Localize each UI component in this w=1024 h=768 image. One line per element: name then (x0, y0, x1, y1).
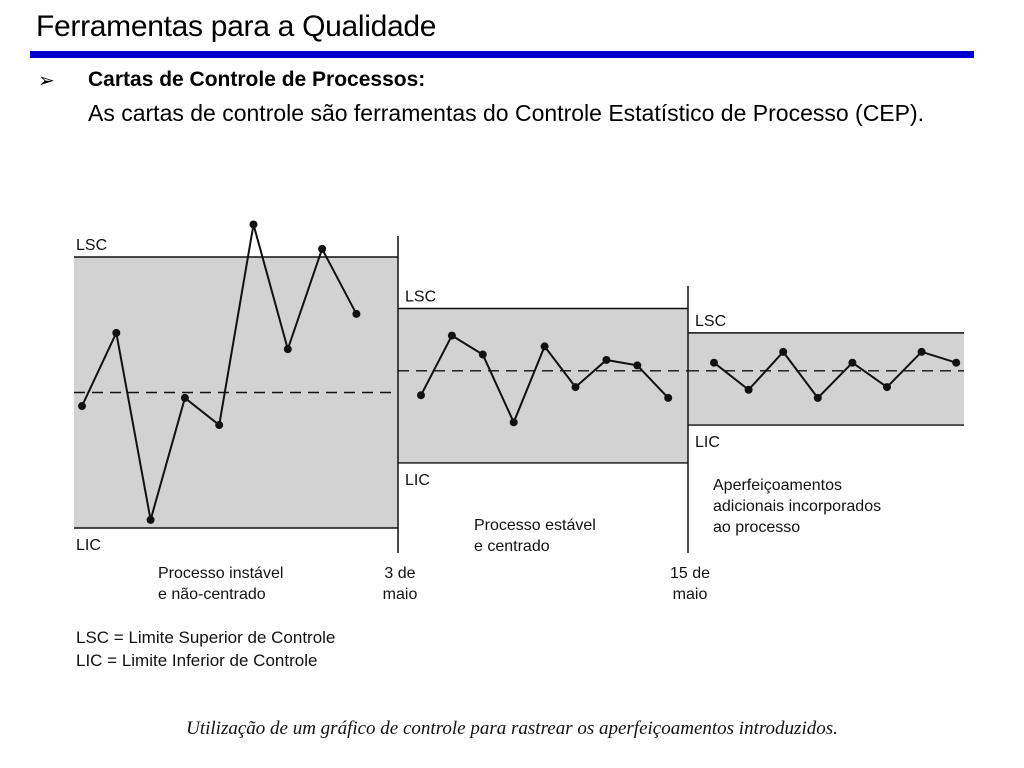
data-point-3-8 (952, 359, 960, 367)
data-point-1-8 (318, 245, 326, 253)
data-point-2-1 (417, 391, 425, 399)
data-point-2-8 (633, 361, 641, 369)
data-point-3-2 (745, 386, 753, 394)
lcl-label-1: LIC (76, 537, 101, 554)
phase-description-2-line-1: Processo estável (474, 517, 596, 534)
phase-description-3-line-2: adicionais incorporados (713, 498, 882, 515)
divider-label-1-line-1: 3 de (384, 565, 416, 582)
lcl-label-3: LIC (695, 434, 720, 452)
data-point-2-4 (510, 418, 518, 426)
data-point-1-5 (215, 421, 223, 429)
slide-title: Ferramentas para a Qualidade (36, 10, 437, 43)
data-point-1-2 (112, 329, 120, 337)
legend-lic: LIC = Limite Inferior de Controle (76, 651, 318, 670)
data-point-1-9 (352, 310, 360, 318)
data-point-1-3 (147, 516, 155, 524)
data-point-1-6 (250, 220, 258, 228)
ucl-label-3: LSC (695, 312, 727, 330)
ucl-label-1: LSC (76, 237, 108, 254)
phase-description-1-line-1: Processo instável (158, 565, 284, 582)
data-point-2-9 (664, 394, 672, 402)
data-point-3-3 (779, 348, 787, 356)
data-point-1-7 (284, 345, 292, 353)
phase-description-2-line-2: e centrado (474, 538, 550, 555)
bullet-heading: Cartas de Controle de Processos: (88, 68, 426, 91)
figure-caption: Utilização de um gráfico de controle para rastrear os aperfeiçoamentos introduzidos. (186, 718, 838, 739)
data-point-1-4 (181, 394, 189, 402)
data-point-2-3 (479, 351, 487, 359)
ucl-label-2: LSC (405, 288, 437, 306)
control-band-3 (688, 333, 964, 425)
data-point-2-5 (541, 342, 549, 350)
data-point-3-4 (814, 394, 822, 402)
phase-description-3-line-3: ao processo (713, 519, 801, 536)
data-point-3-6 (883, 383, 891, 391)
bullet-body: As cartas de controle são ferramentas do Controle Estatístico de Processo (CEP). (88, 100, 925, 126)
data-point-3-7 (918, 348, 926, 356)
divider-label-1-line-2: maio (382, 586, 418, 603)
data-point-1-1 (78, 402, 86, 410)
divider-label-2-line-1: 15 de (669, 565, 711, 582)
control-band-2 (398, 308, 688, 462)
data-point-2-6 (572, 383, 580, 391)
phase-description-1-line-2: e não-centrado (158, 586, 266, 603)
data-point-2-2 (448, 332, 456, 340)
phase-description-3-line-1: Aperfeiçoamentos (713, 477, 842, 494)
legend-lsc: LSC = Limite Superior de Controle (76, 628, 336, 647)
divider-label-2-line-2: maio (672, 586, 708, 603)
data-point-2-7 (602, 356, 610, 364)
data-point-3-5 (848, 359, 856, 367)
lcl-label-2: LIC (405, 471, 430, 489)
arrow-bullet-icon: ➢ (38, 70, 55, 92)
data-point-3-1 (710, 359, 718, 367)
